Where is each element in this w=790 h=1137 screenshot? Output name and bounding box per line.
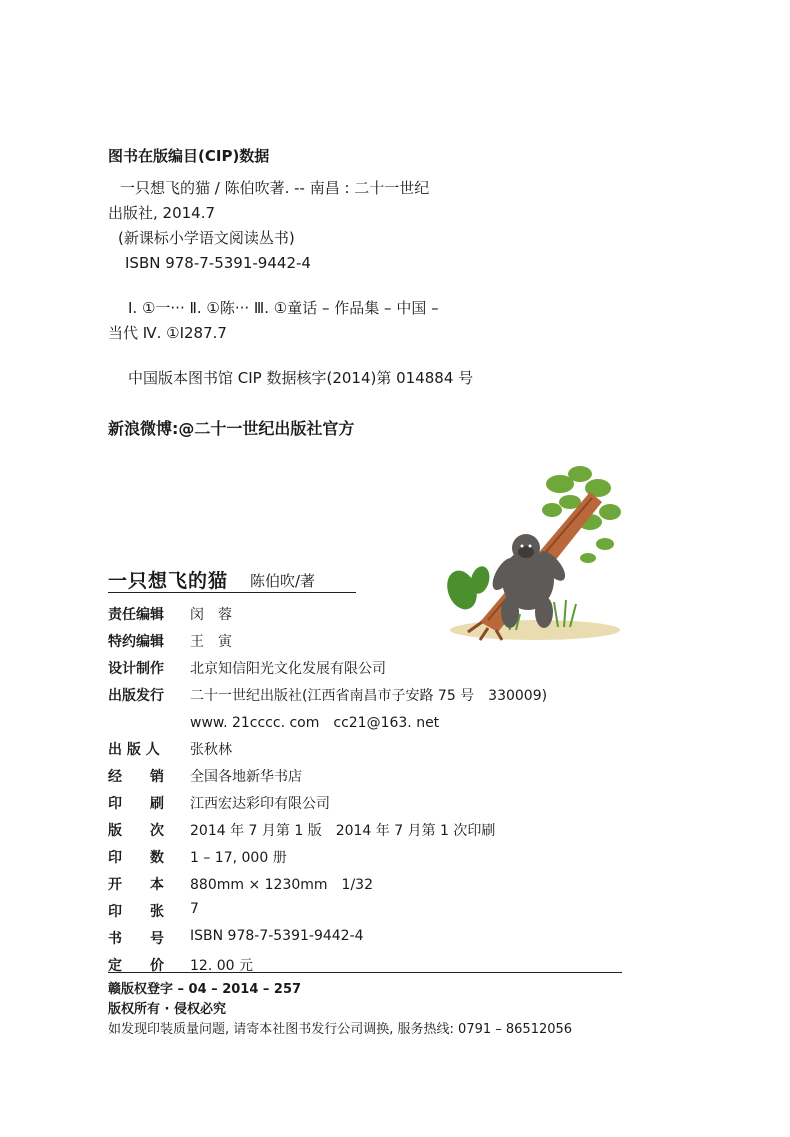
credit-label: 设计制作 [108,661,164,677]
credit-value: 1 – 17, 000 册 [190,850,287,866]
cip-classification-1: Ⅰ. ①一··· Ⅱ. ①陈··· Ⅲ. ①童话 – 作品集 – 中国 – [128,299,439,317]
cip-line-3: (新课标小学语文阅读丛书) [118,229,295,247]
book-author: 陈伯吹/著 [250,572,316,590]
cip-heading: 图书在版编目(CIP)数据 [108,147,270,165]
credit-label: 经 销 [108,769,164,785]
credit-label: 出版发行 [108,688,164,704]
credit-label: 特约编辑 [108,634,164,650]
credit-value: 王 寅 [190,634,232,650]
title-underline [108,592,356,593]
credit-value: 北京知信阳光文化发展有限公司 [190,661,386,677]
gorilla-illustration [440,462,622,644]
credit-value: 张秋林 [190,742,232,758]
credit-label: 责任编辑 [108,607,164,623]
rights-reserved: 版权所有 · 侵权必究 [108,1002,226,1017]
credit-label: 印 张 [108,904,164,920]
quality-notice: 如发现印装质量问题, 请寄本社图书发行公司调换, 服务热线: 0791 – 86512056 [108,1022,573,1037]
credit-value: 7 [190,901,199,917]
cip-line-2: 出版社, 2014.7 [108,204,216,222]
credit-value: 2014 年 7 月第 1 版 2014 年 7 月第 1 次印刷 [190,823,496,839]
credit-label: 开 本 [108,877,164,893]
credit-label: 版 次 [108,823,164,839]
copyright-registration: 赣版权登字 – 04 – 2014 – 257 [108,982,302,997]
credit-value: 全国各地新华书店 [190,769,302,785]
credit-value: 江西宏达彩印有限公司 [190,796,330,812]
cip-line-1: 一只想飞的猫 / 陈伯吹著. -- 南昌 : 二十一世纪 [120,179,430,197]
weibo-handle: 新浪微博:@二十一世纪出版社官方 [108,419,355,438]
credit-value: 880mm × 1230mm 1/32 [190,877,373,893]
credit-label: 定 价 [108,958,164,974]
credit-value: 闵 蓉 [190,607,232,623]
credit-value: 12. 00 元 [190,958,253,974]
plant-left [442,564,492,613]
credit-label: 印 刷 [108,796,164,812]
credit-label: 出 版 人 [108,742,160,758]
credit-label: 书 号 [108,931,164,947]
credit-value: 二十一世纪出版社(江西省南昌市子安路 75 号 330009) [190,688,548,704]
cip-isbn: ISBN 978-7-5391-9442-4 [125,254,311,272]
ground-shadow [450,620,620,640]
credit-label: 印 数 [108,850,164,866]
credits-bottom-rule [108,972,622,973]
cip-record-number: 中国版本图书馆 CIP 数据核字(2014)第 014884 号 [128,369,474,387]
cip-classification-2: 当代 Ⅳ. ①I287.7 [108,324,227,342]
publisher-web-email: www. 21cccc. com cc21@163. net [190,715,440,731]
book-title: 一只想飞的猫 [108,570,229,592]
credit-value: ISBN 978-7-5391-9442-4 [190,928,364,944]
